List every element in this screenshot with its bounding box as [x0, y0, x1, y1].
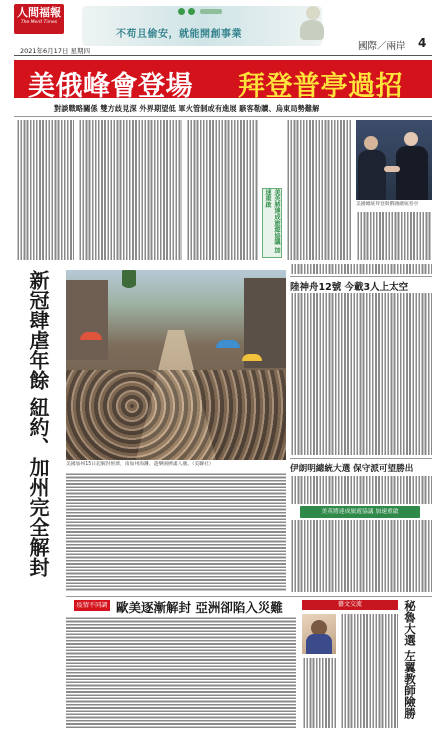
umbrella: [216, 340, 240, 348]
article-text: [290, 264, 432, 274]
logo-english: The Merit Times: [20, 20, 58, 25]
article-text: [66, 472, 286, 592]
summit-photo: [356, 120, 432, 200]
peru-headline: 秘魯大選 左翼教師險勝: [403, 600, 417, 720]
street-photo: [66, 270, 286, 460]
article-text: [340, 614, 398, 728]
photo-caption: 美國加州15日起解封經濟，南加州海灘、遊樂園擠滿人潮。（美聯社）: [66, 462, 214, 467]
rule: [290, 458, 432, 459]
art-tag-text: 藝文交流: [337, 601, 362, 608]
article-text: [290, 293, 432, 455]
green-label: [262, 188, 282, 258]
logo-text: 人間福報: [17, 6, 61, 19]
rule: [290, 276, 432, 277]
green-label-text: 美英將達成旅遊協議 加速重啟: [264, 189, 280, 254]
article-text: [302, 658, 336, 728]
article-text: [356, 212, 432, 260]
headline-banner: [14, 60, 432, 102]
space-headline: 陸神舟12號 今載3人上太空: [290, 282, 409, 293]
person-figure: [404, 132, 418, 146]
article-text: [290, 476, 432, 504]
green-tag-text: 美英將達成旅遊協議 加速重啟: [321, 509, 399, 515]
article-text: [290, 520, 432, 592]
umbrella: [242, 354, 262, 361]
page-number: 4: [418, 36, 427, 50]
rule: [14, 116, 432, 117]
peru-headline-box: [400, 600, 432, 730]
building: [66, 280, 108, 360]
subhead: 對談戰略關係 雙方歧見深 外界期望低 軍火管制或有進展 駭客勒贖、烏東局勢難解: [54, 104, 320, 113]
article-text: [286, 120, 352, 260]
art-photo: [302, 614, 336, 654]
person-figure: [396, 146, 428, 200]
headline-left: 美俄峰會登場: [28, 71, 193, 102]
art-tag: [302, 600, 398, 610]
green-tag: [300, 506, 420, 518]
bubble-icon: [188, 8, 195, 15]
section-label: 國際／兩岸: [358, 41, 406, 52]
side-headline-box: [16, 270, 64, 650]
person-figure: [364, 136, 378, 150]
photo-caption: 美國總統拜登與俄國總統普亭: [356, 202, 419, 207]
umbrella: [80, 332, 102, 340]
person-figure: [358, 150, 386, 200]
handshake-area: [384, 166, 400, 172]
rule: [66, 596, 432, 597]
masthead-rule: [14, 55, 432, 56]
article-text: [16, 120, 74, 260]
masthead: [0, 0, 440, 60]
article-text: [78, 120, 182, 260]
bubble-icon: [178, 8, 185, 15]
iran-headline: 伊朗明總統大選 保守派可望勝出: [290, 464, 414, 474]
side-headline: 新冠肆虐年餘 紐約、加州完全解封: [26, 270, 50, 577]
bubble-icon: [200, 9, 222, 14]
logo: [14, 4, 64, 34]
slogan: 不苟且偷安，就能開創事業: [116, 29, 242, 40]
palm-tree: [122, 270, 136, 310]
crowd: [66, 370, 286, 460]
quarantine-headline: 歐美逐漸解封 亞洲卻陷入災難: [116, 600, 283, 615]
article-text: [186, 120, 258, 260]
issue-date: 2021年6月17日 星期四: [20, 47, 91, 55]
headline-right: 拜登普亭過招: [238, 71, 403, 102]
article-text: [66, 616, 296, 728]
monk-figure-icon: [300, 6, 326, 40]
quarantine-tag: 疫情不同調: [74, 600, 110, 611]
